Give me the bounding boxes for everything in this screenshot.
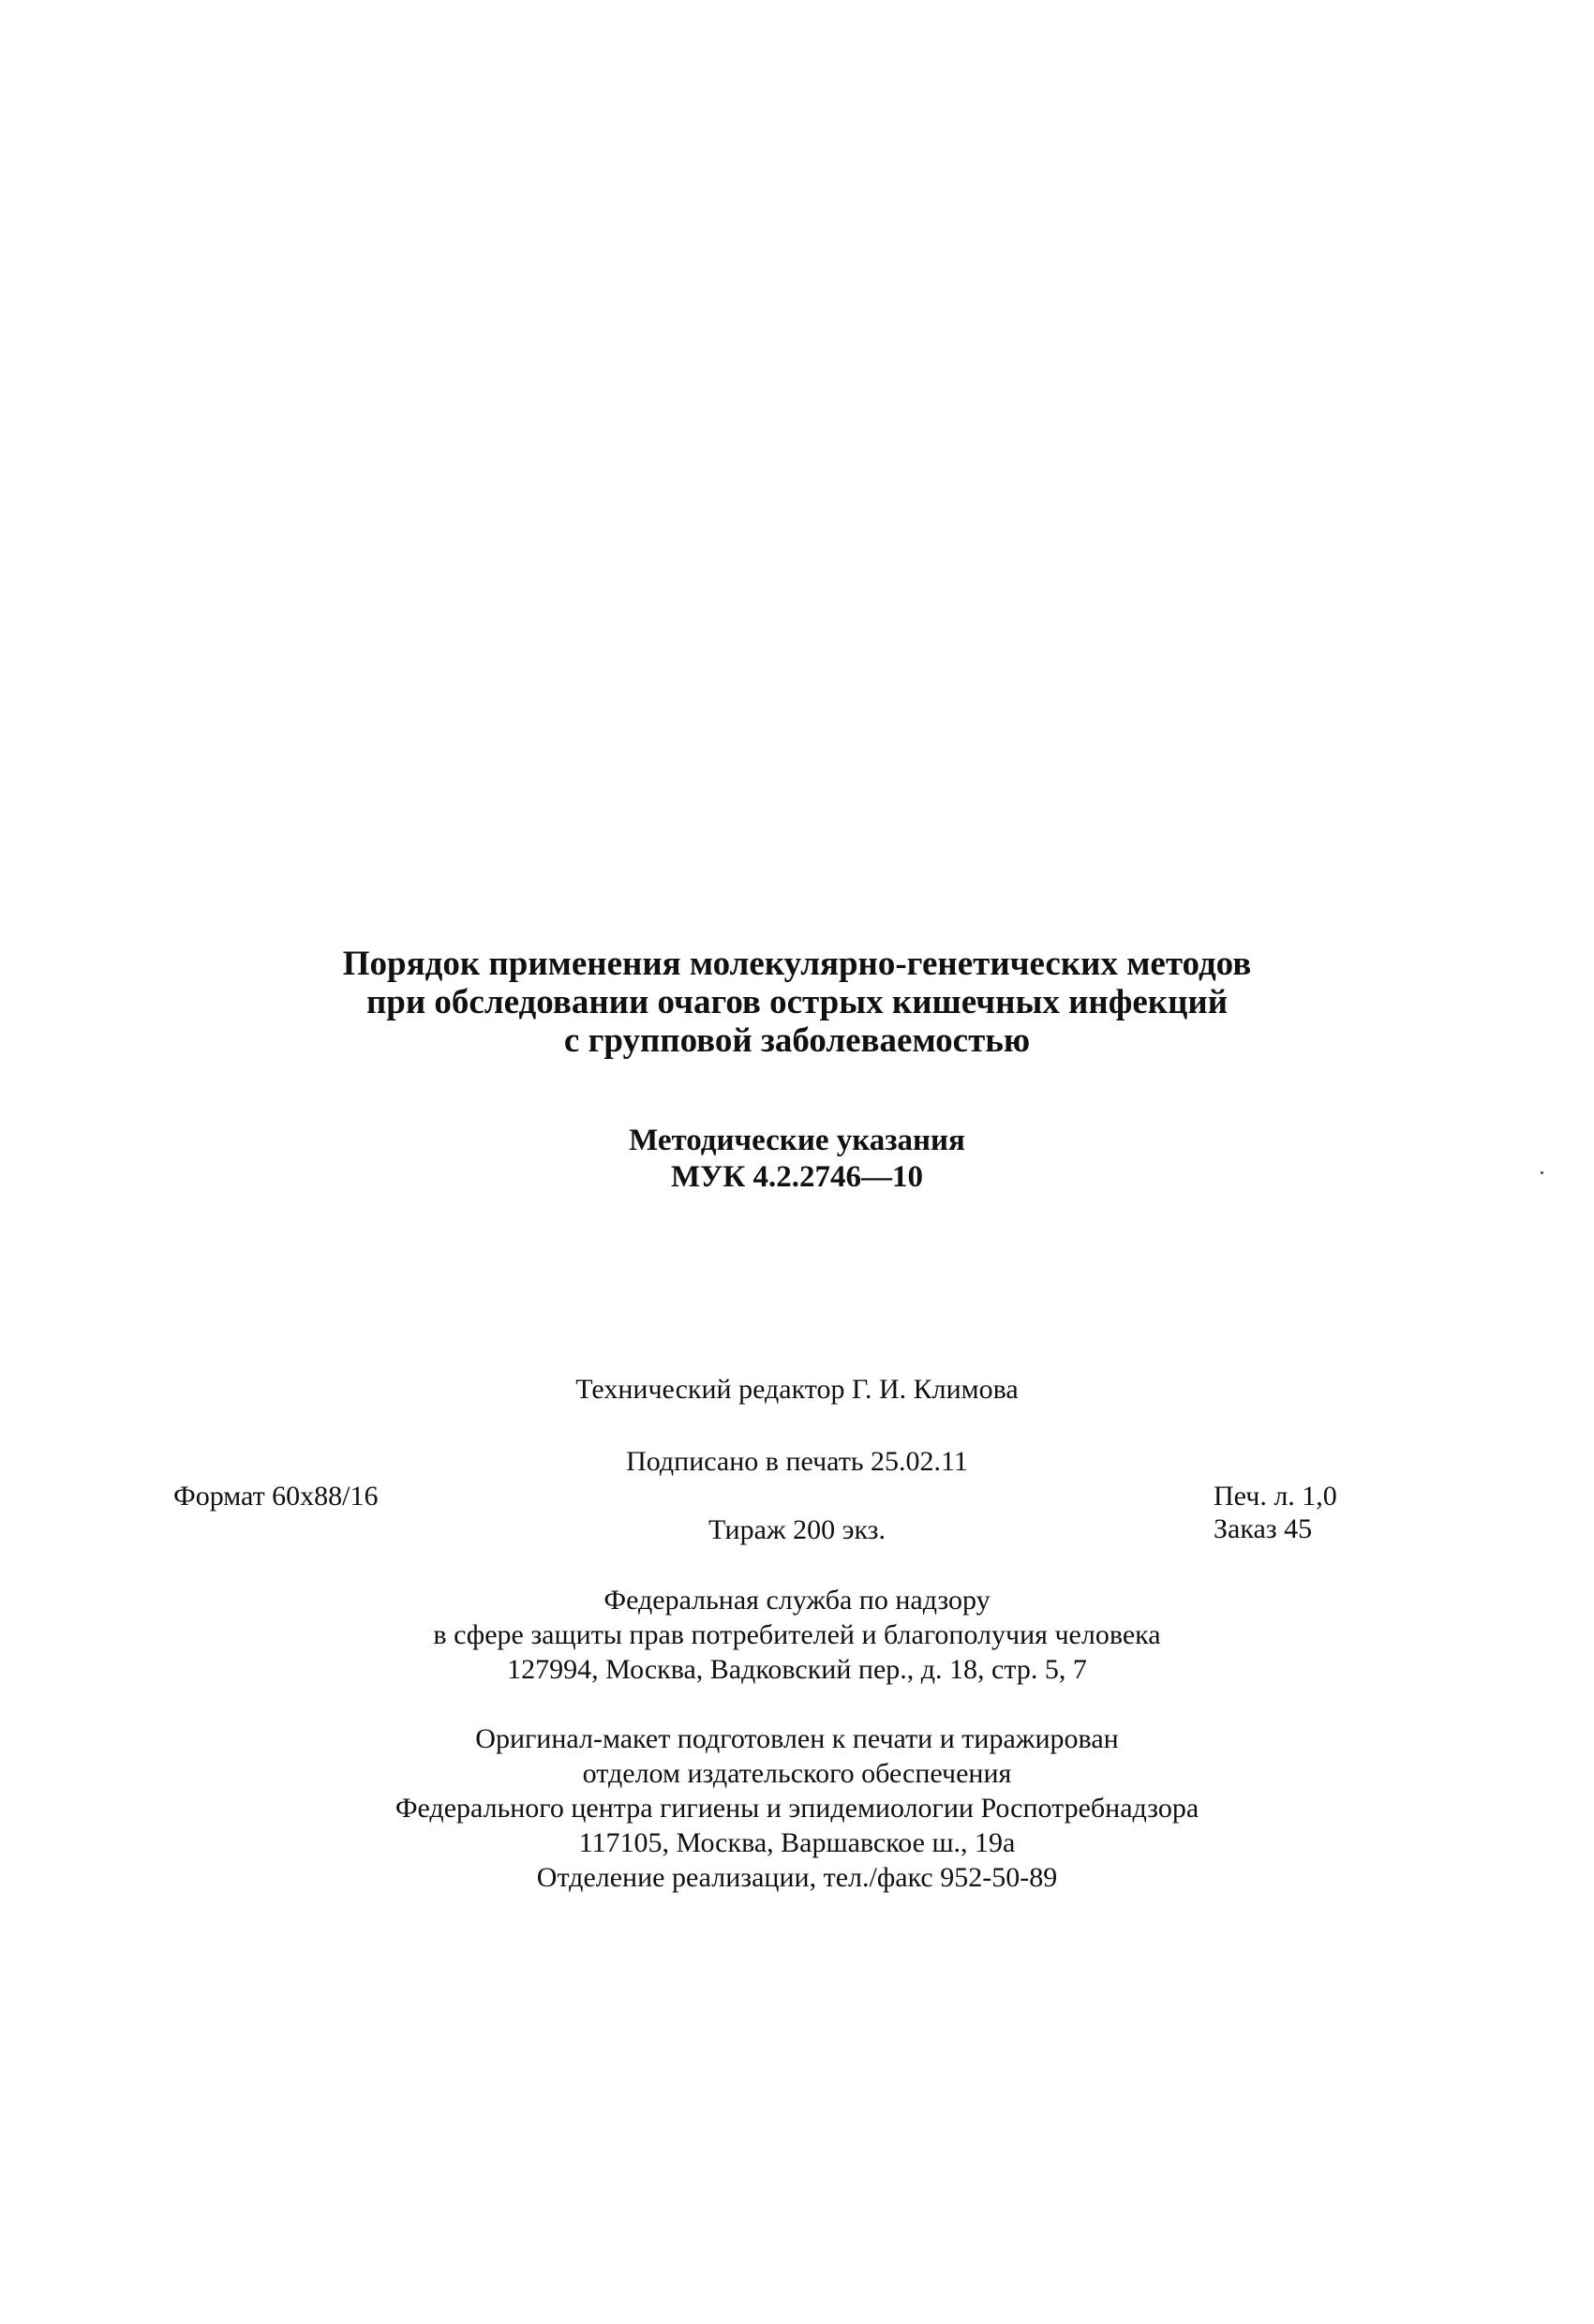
print-run: Тираж 200 экз.: [708, 1514, 886, 1545]
publisher-line-2: в сфере защиты прав потребителей и благополучия человека: [433, 1619, 1161, 1650]
producer-line-1: Оригинал-макет подготовлен к печати и тиражирован: [475, 1723, 1119, 1754]
publisher-address: 127994, Москва, Вадковский пер., д. 18, стр. 5, 7: [507, 1654, 1087, 1685]
producer-address: 117105, Москва, Варшавское ш., 19а: [578, 1827, 1016, 1858]
scan-speck: [1541, 1171, 1543, 1174]
title-line-2: при обследовании очагов острых кишечных инфекций: [365, 983, 1229, 1021]
document-code: МУК 4.2.2746—10: [670, 1160, 924, 1194]
signed-to-print: Подписано в печать 25.02.11: [626, 1446, 968, 1477]
producer-line-2: отделом издательского обеспечения: [582, 1758, 1012, 1789]
print-sheets: Печ. л. 1,0: [1214, 1481, 1337, 1512]
order-number: Заказ 45: [1214, 1513, 1313, 1544]
document-type: Методические указания: [629, 1124, 965, 1157]
producer-line-3: Федерального центра гигиены и эпидемиологии Роспотребнадзора: [395, 1793, 1199, 1824]
title-line-3: с групповой заболеваемостью: [563, 1021, 1031, 1060]
document-title: [0, 945, 1594, 1060]
tech-editor: Технический редактор Г. И. Климова: [575, 1374, 1019, 1405]
paper-format: Формат 60x88/16: [173, 1481, 379, 1512]
title-line-1: Порядок применения молекулярно-генетических методов: [342, 945, 1252, 983]
publisher-line-1: Федеральная служба по надзору: [603, 1585, 991, 1616]
sales-contact: Отделение реализации, тел./факс 952-50-89: [536, 1862, 1058, 1893]
document-subtitle: [0, 1123, 1594, 1196]
